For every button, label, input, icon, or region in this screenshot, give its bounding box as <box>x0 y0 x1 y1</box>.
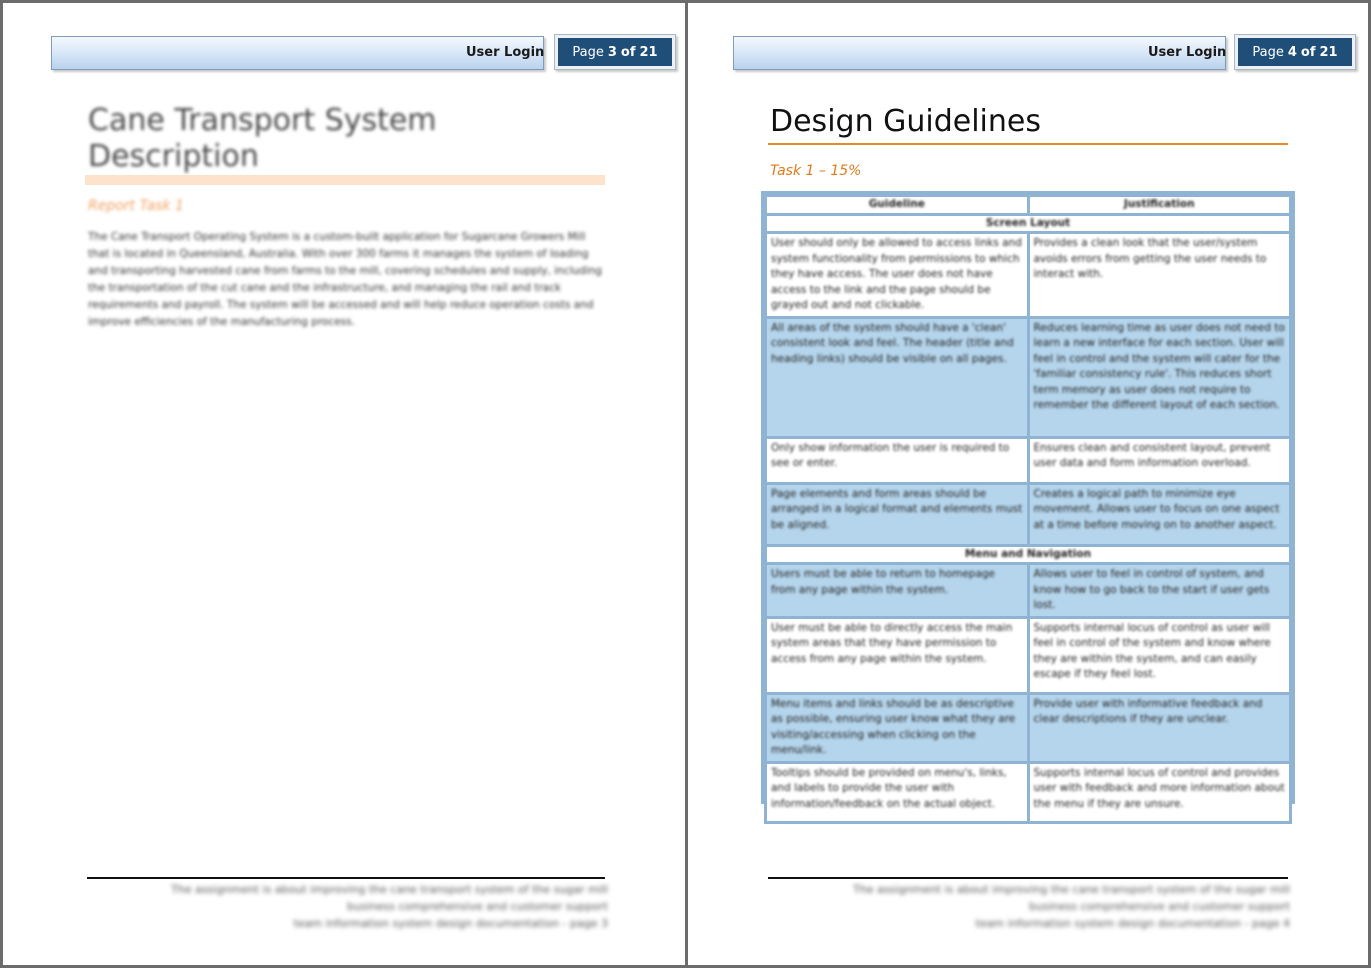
table-row <box>766 437 1291 483</box>
task-label: Task 1 – 15% <box>770 163 862 179</box>
footer-rule <box>87 877 605 879</box>
page-current: 4 <box>1287 44 1297 60</box>
footer-line: business comprehensive and customer support <box>1029 900 1290 913</box>
footer-text <box>113 881 608 932</box>
document-page-3 <box>3 3 685 965</box>
footer-text <box>793 881 1290 932</box>
table-header-row <box>766 196 1291 215</box>
justification-cell: Creates a logical path to minimize eye movement. Allows user to focus on one aspect at a time before moving on to another aspect. <box>1028 483 1291 545</box>
justification-cell: Supports internal locus of control as user will feel in control of the system and know where they are within the system, and can easily escape if they feel lost. <box>1028 617 1291 693</box>
page-label: Page <box>1252 44 1284 60</box>
page-title: Cane Transport System Description <box>88 103 437 174</box>
guideline-cell: Page elements and form areas should be arranged in a logical format and elements must be aligned. <box>766 483 1029 545</box>
guideline-cell: User must be able to directly access the main system areas that they have permission to access from any page within the system. <box>766 617 1029 693</box>
column-header: Justification <box>1028 196 1291 215</box>
page-label: Page <box>572 44 604 60</box>
table-row <box>766 317 1291 437</box>
table-row <box>766 617 1291 693</box>
footer-line: The assignment is about improving the cane transport system of the sugar mill <box>171 883 608 896</box>
title-underline <box>85 175 605 185</box>
table-row <box>766 693 1291 762</box>
page-current: 3 <box>607 44 617 60</box>
page-of: of <box>1300 44 1316 60</box>
table-row <box>766 483 1291 545</box>
justification-cell: Reduces learning time as user does not need to learn a new interface for each section. User will feel in control and the system will cater for the 'familiar consistency rule'. This reduces short term memory as user does not require to remember the different layout of each section. <box>1028 317 1291 437</box>
guideline-cell: Menu items and links should be as descriptive as possible, ensuring user know what they are visiting/accessing when clicking on the menu/link. <box>766 693 1029 762</box>
page-total: 21 <box>639 44 658 60</box>
footer-line: team information system design documentation - page 3 <box>293 917 608 930</box>
table-row <box>766 233 1291 318</box>
page-total: 21 <box>1319 44 1338 60</box>
footer-rule <box>768 877 1288 879</box>
section-heading: Menu and Navigation <box>766 545 1291 564</box>
user-login-link[interactable]: User Login <box>1148 45 1227 60</box>
title-underline <box>768 143 1288 145</box>
section-row <box>766 214 1291 233</box>
footer-line: The assignment is about improving the cane transport system of the sugar mill <box>853 883 1290 896</box>
guideline-cell: Tooltips should be provided on menu's, links, and labels to provide the user with information/feedback on the actual object. <box>766 762 1029 822</box>
page-of: of <box>620 44 636 60</box>
section-row <box>766 545 1291 564</box>
justification-cell: Provide user with informative feedback and clear descriptions if they are unclear. <box>1028 693 1291 762</box>
page-title: Design Guidelines <box>770 104 1041 139</box>
guideline-cell: User should only be allowed to access links and system functionality from permissions to which they have access. The user does not have access to the link and the page should be grayed out and not clickable. <box>766 233 1029 318</box>
column-header: Guideline <box>766 196 1029 215</box>
table-row <box>766 564 1291 618</box>
guideline-cell: Users must be able to return to homepage from any page within the system. <box>766 564 1029 618</box>
justification-cell: Provides a clean look that the user/system avoids errors from getting the user needs to interact with. <box>1028 233 1291 318</box>
page-indicator <box>554 34 676 70</box>
guidelines-table <box>761 191 1295 810</box>
document-page-4 <box>688 3 1368 965</box>
description-paragraph: The Cane Transport Operating System is a custom-built application for Sugarcane Growers Mill that is located in Queensland, Australia. With over 300 farms it manages the system of loading and transporting harvested cane from farms to the mill, covering schedules and supply, including the transportation of the cut cane and the infrastructure, and managing the rail and track requirements and payroll. The system will be accessed and will help reduce operation costs and improve efficiencies of the manufacturing process. <box>88 231 602 328</box>
guideline-cell: Only show information the user is required to see or enter. <box>766 437 1029 483</box>
justification-cell: Supports internal locus of control and provides user with feedback and more information about the menu if they are unsure. <box>1028 762 1291 822</box>
user-login-link[interactable]: User Login <box>466 45 545 60</box>
page-indicator <box>1234 34 1356 70</box>
justification-cell: Ensures clean and consistent layout, prevent user data and form information overload. <box>1028 437 1291 483</box>
justification-cell: Allows user to feel in control of system, and know how to go back to the start if user gets lost. <box>1028 564 1291 618</box>
guideline-cell: All areas of the system should have a 'clean' consistent look and feel. The header (title and heading links) should be visible on all pages. <box>766 317 1029 437</box>
footer-line: team information system design documentation - page 4 <box>975 917 1290 930</box>
table-row <box>766 762 1291 822</box>
footer-line: business comprehensive and customer support <box>347 900 608 913</box>
page-subtitle: Report Task 1 <box>88 198 184 214</box>
section-heading: Screen Layout <box>766 214 1291 233</box>
